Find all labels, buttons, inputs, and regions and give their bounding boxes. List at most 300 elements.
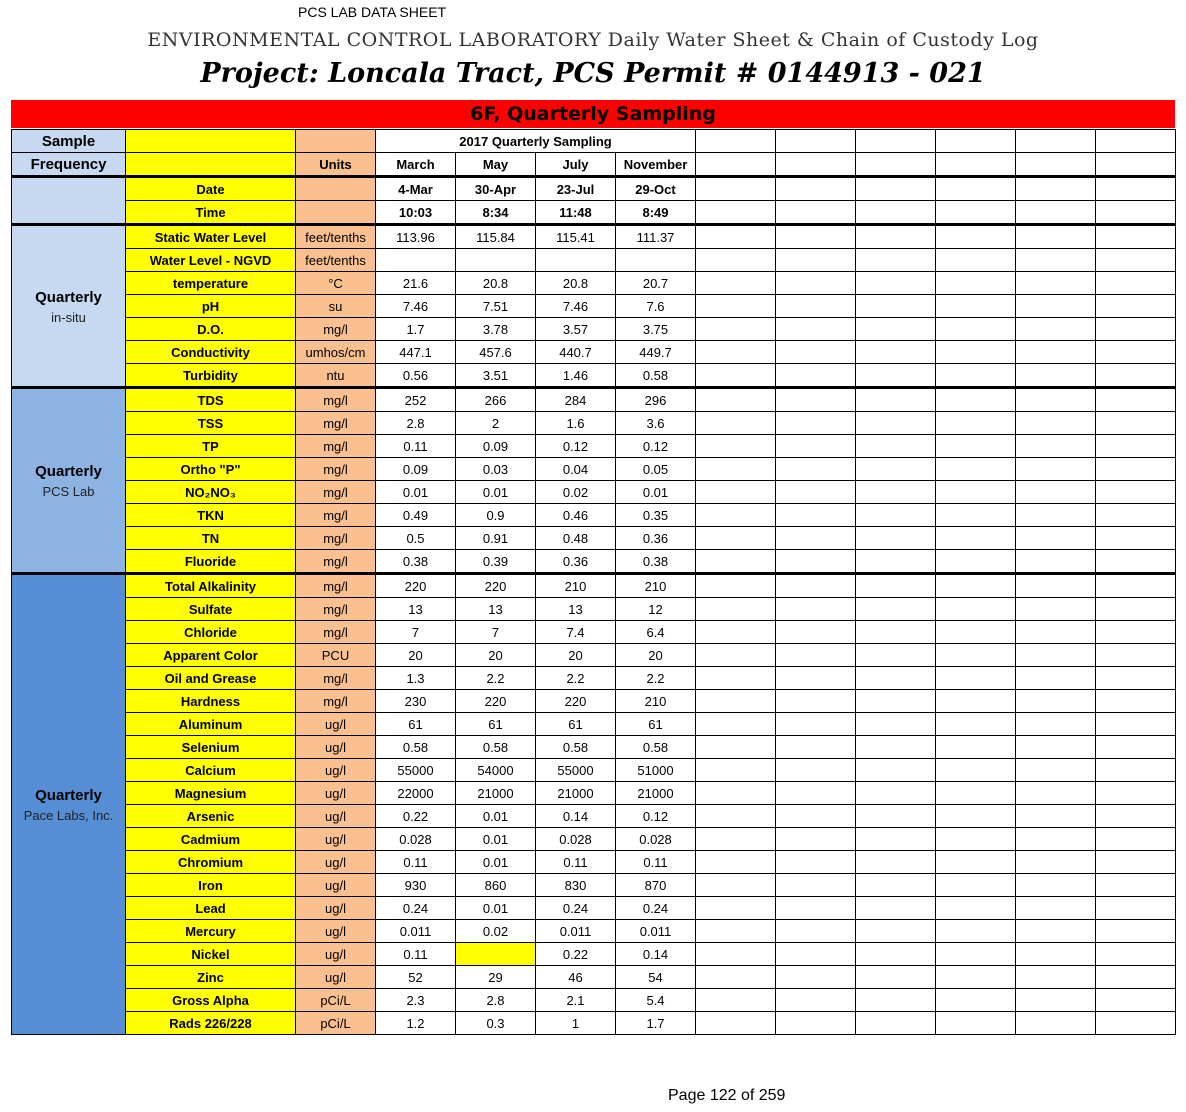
empty-cell <box>696 574 776 598</box>
value-cell: 0.01 <box>456 851 536 874</box>
empty-cell <box>1016 272 1096 295</box>
empty-cell <box>856 318 936 341</box>
time-cell: 8:34 <box>456 201 536 225</box>
value-cell: 0.09 <box>456 435 536 458</box>
empty-cell <box>856 550 936 574</box>
unit-cell <box>296 177 376 201</box>
empty-cell <box>776 667 856 690</box>
empty-cell <box>856 527 936 550</box>
value-cell: 0.58 <box>536 736 616 759</box>
unit-cell: mg/l <box>296 574 376 598</box>
data-row <box>12 574 1176 598</box>
empty-cell <box>776 249 856 272</box>
unit-cell: mg/l <box>296 458 376 481</box>
value-cell: 3.78 <box>456 318 536 341</box>
value-cell: 0.011 <box>376 920 456 943</box>
parameter-name: Rads 226/228 <box>126 1012 296 1035</box>
value-cell: 2 <box>456 412 536 435</box>
value-cell: 3.75 <box>616 318 696 341</box>
parameter-name: Hardness <box>126 690 296 713</box>
lab-title: ENVIRONMENTAL CONTROL LABORATORY Daily Water Sheet & Chain of Custody Log <box>147 29 1039 51</box>
data-row <box>12 805 1176 828</box>
empty-cell <box>1016 412 1096 435</box>
value-cell: 0.011 <box>536 920 616 943</box>
empty-cell <box>856 130 936 153</box>
empty-cell <box>936 644 1016 667</box>
empty-cell <box>776 458 856 481</box>
unit-cell: mg/l <box>296 690 376 713</box>
parameter-name: Calcium <box>126 759 296 782</box>
unit-cell: feet/tenths <box>296 249 376 272</box>
value-cell: 21000 <box>536 782 616 805</box>
empty-cell <box>776 574 856 598</box>
value-cell: 440.7 <box>536 341 616 364</box>
empty-cell <box>936 943 1016 966</box>
empty-cell <box>936 412 1016 435</box>
empty-cell <box>936 364 1016 388</box>
empty-cell <box>1016 574 1096 598</box>
empty-cell <box>856 1012 936 1035</box>
parameter-name: pH <box>126 295 296 318</box>
month-header: March <box>376 153 456 177</box>
empty-cell <box>696 690 776 713</box>
empty-cell <box>696 966 776 989</box>
empty-cell <box>1096 153 1176 177</box>
value-cell: 7.6 <box>616 295 696 318</box>
unit-cell: ug/l <box>296 759 376 782</box>
value-cell <box>456 249 536 272</box>
value-cell: 0.05 <box>616 458 696 481</box>
value-cell: 3.6 <box>616 412 696 435</box>
source-label: Pace Labs, Inc. <box>23 808 114 823</box>
value-cell: 0.14 <box>616 943 696 966</box>
data-row <box>12 644 1176 667</box>
data-row <box>12 225 1176 249</box>
empty-cell <box>696 318 776 341</box>
empty-cell <box>1096 828 1176 851</box>
empty-cell <box>1096 388 1176 412</box>
empty-cell <box>856 690 936 713</box>
data-row <box>12 481 1176 504</box>
unit-cell: mg/l <box>296 481 376 504</box>
empty-cell <box>696 481 776 504</box>
date-label: Date <box>126 177 296 201</box>
empty-cell <box>1016 920 1096 943</box>
empty-cell <box>1096 201 1176 225</box>
unit-cell: feet/tenths <box>296 225 376 249</box>
empty-cell <box>696 782 776 805</box>
data-row <box>12 874 1176 897</box>
value-cell: 0.01 <box>616 481 696 504</box>
unit-cell: pCi/L <box>296 989 376 1012</box>
empty-cell <box>936 435 1016 458</box>
empty-cell <box>856 736 936 759</box>
empty-cell <box>856 153 936 177</box>
empty-cell <box>1096 177 1176 201</box>
empty-cell <box>776 713 856 736</box>
parameter-name: Nickel <box>126 943 296 966</box>
empty-cell <box>776 874 856 897</box>
value-cell: 46 <box>536 966 616 989</box>
value-cell: 0.49 <box>376 504 456 527</box>
value-cell: 113.96 <box>376 225 456 249</box>
empty-cell <box>696 644 776 667</box>
empty-cell <box>1016 550 1096 574</box>
freq-cell <box>12 574 126 1035</box>
value-cell: 0.11 <box>616 851 696 874</box>
empty-cell <box>1016 713 1096 736</box>
value-cell: 22000 <box>376 782 456 805</box>
empty-cell <box>1016 966 1096 989</box>
value-cell: 266 <box>456 388 536 412</box>
freq-cell <box>12 177 126 225</box>
freq-cell <box>12 388 126 574</box>
empty-cell <box>1096 574 1176 598</box>
header-row <box>12 130 1176 153</box>
empty-cell <box>1016 851 1096 874</box>
unit-cell: mg/l <box>296 435 376 458</box>
data-row <box>12 341 1176 364</box>
empty-cell <box>696 897 776 920</box>
empty-cell <box>1016 318 1096 341</box>
empty-cell <box>776 153 856 177</box>
empty-cell <box>1096 364 1176 388</box>
date-cell: 23-Jul <box>536 177 616 201</box>
unit-cell: ug/l <box>296 874 376 897</box>
parameter-name: TKN <box>126 504 296 527</box>
empty-cell <box>936 966 1016 989</box>
empty-cell <box>856 782 936 805</box>
value-cell: 210 <box>616 574 696 598</box>
empty-cell <box>1096 272 1176 295</box>
empty-cell <box>776 364 856 388</box>
value-cell: 7 <box>376 621 456 644</box>
empty-cell <box>856 989 936 1012</box>
parameter-name: TN <box>126 527 296 550</box>
unit-cell: ug/l <box>296 713 376 736</box>
value-cell: 830 <box>536 874 616 897</box>
value-cell: 13 <box>376 598 456 621</box>
empty-cell <box>776 828 856 851</box>
empty-cell <box>696 341 776 364</box>
parameter-name: TDS <box>126 388 296 412</box>
value-cell: 0.38 <box>376 550 456 574</box>
empty-cell <box>1016 828 1096 851</box>
value-cell: 0.028 <box>616 828 696 851</box>
value-cell: 0.11 <box>536 851 616 874</box>
empty-cell <box>776 550 856 574</box>
source-label: PCS Lab <box>42 484 95 499</box>
unit-cell: ug/l <box>296 920 376 943</box>
value-cell: 0.58 <box>616 736 696 759</box>
time-cell: 10:03 <box>376 201 456 225</box>
empty-cell <box>1096 943 1176 966</box>
value-cell: 284 <box>536 388 616 412</box>
empty-cell <box>856 225 936 249</box>
parameter-name: Sulfate <box>126 598 296 621</box>
empty-cell <box>1016 458 1096 481</box>
value-cell: 1 <box>536 1012 616 1035</box>
param-header-cell <box>126 130 296 153</box>
empty-cell <box>936 874 1016 897</box>
value-cell <box>456 943 536 966</box>
parameter-name: Iron <box>126 874 296 897</box>
freq-header-cell <box>12 130 126 153</box>
empty-cell <box>936 318 1016 341</box>
value-cell: 0.38 <box>616 550 696 574</box>
empty-cell <box>1096 504 1176 527</box>
value-cell: 0.35 <box>616 504 696 527</box>
empty-cell <box>936 130 1016 153</box>
value-cell: 230 <box>376 690 456 713</box>
empty-cell <box>776 412 856 435</box>
empty-cell <box>856 177 936 201</box>
value-cell: 1.2 <box>376 1012 456 1035</box>
empty-cell <box>1096 318 1176 341</box>
empty-cell <box>856 874 936 897</box>
date-cell: 4-Mar <box>376 177 456 201</box>
empty-cell <box>1096 759 1176 782</box>
value-cell: 20.8 <box>456 272 536 295</box>
unit-cell: ntu <box>296 364 376 388</box>
value-cell: 2.2 <box>536 667 616 690</box>
parameter-name: Conductivity <box>126 341 296 364</box>
empty-cell <box>936 1012 1016 1035</box>
empty-cell <box>1016 388 1096 412</box>
empty-cell <box>936 621 1016 644</box>
empty-cell <box>776 130 856 153</box>
value-cell <box>536 249 616 272</box>
empty-cell <box>1016 874 1096 897</box>
value-cell: 0.91 <box>456 527 536 550</box>
value-cell: 6.4 <box>616 621 696 644</box>
empty-cell <box>776 644 856 667</box>
empty-cell <box>856 920 936 943</box>
unit-cell: pCi/L <box>296 1012 376 1035</box>
empty-cell <box>936 782 1016 805</box>
value-cell: 930 <box>376 874 456 897</box>
empty-cell <box>936 805 1016 828</box>
value-cell: 0.56 <box>376 364 456 388</box>
value-cell: 0.36 <box>536 550 616 574</box>
empty-cell <box>856 966 936 989</box>
value-cell: 220 <box>456 690 536 713</box>
value-cell: 3.57 <box>536 318 616 341</box>
data-row <box>12 295 1176 318</box>
empty-cell <box>1016 201 1096 225</box>
empty-cell <box>856 435 936 458</box>
empty-cell <box>696 621 776 644</box>
empty-cell <box>1096 341 1176 364</box>
empty-cell <box>1016 667 1096 690</box>
value-cell: 0.09 <box>376 458 456 481</box>
empty-cell <box>856 644 936 667</box>
empty-cell <box>1016 805 1096 828</box>
parameter-name: Cadmium <box>126 828 296 851</box>
date-row <box>12 177 1176 201</box>
value-cell: 55000 <box>376 759 456 782</box>
value-cell: 2.8 <box>456 989 536 1012</box>
value-cell: 2.2 <box>456 667 536 690</box>
unit-cell: ug/l <box>296 966 376 989</box>
value-cell: 2.3 <box>376 989 456 1012</box>
value-cell: 0.58 <box>376 736 456 759</box>
empty-cell <box>1016 1012 1096 1035</box>
empty-cell <box>1096 644 1176 667</box>
empty-cell <box>1096 458 1176 481</box>
month-header: November <box>616 153 696 177</box>
value-cell: 0.11 <box>376 435 456 458</box>
unit-cell: ug/l <box>296 851 376 874</box>
empty-cell <box>776 177 856 201</box>
value-cell: 1.7 <box>376 318 456 341</box>
data-row <box>12 1012 1176 1035</box>
empty-cell <box>776 851 856 874</box>
freq-header-line1: Sample <box>41 132 96 150</box>
empty-cell <box>856 504 936 527</box>
empty-cell <box>696 943 776 966</box>
empty-cell <box>776 782 856 805</box>
value-cell: 52 <box>376 966 456 989</box>
value-cell: 0.39 <box>456 550 536 574</box>
empty-cell <box>1016 690 1096 713</box>
parameter-name: Chromium <box>126 851 296 874</box>
empty-cell <box>696 153 776 177</box>
empty-cell <box>936 341 1016 364</box>
parameter-name: Zinc <box>126 966 296 989</box>
empty-cell <box>696 201 776 225</box>
value-cell: 3.51 <box>456 364 536 388</box>
empty-cell <box>1096 989 1176 1012</box>
parameter-name: Apparent Color <box>126 644 296 667</box>
data-row <box>12 504 1176 527</box>
empty-cell <box>936 225 1016 249</box>
value-cell: 210 <box>536 574 616 598</box>
empty-cell <box>776 295 856 318</box>
value-cell: 252 <box>376 388 456 412</box>
value-cell: 7.51 <box>456 295 536 318</box>
value-cell: 7.4 <box>536 621 616 644</box>
empty-cell <box>776 920 856 943</box>
empty-cell <box>1016 759 1096 782</box>
empty-cell <box>1096 295 1176 318</box>
data-row <box>12 435 1176 458</box>
value-cell: 20.8 <box>536 272 616 295</box>
value-cell: 111.37 <box>616 225 696 249</box>
parameter-name: Mercury <box>126 920 296 943</box>
empty-cell <box>776 989 856 1012</box>
unit-cell: mg/l <box>296 388 376 412</box>
value-cell: 0.12 <box>616 435 696 458</box>
value-cell: 210 <box>616 690 696 713</box>
empty-cell <box>856 364 936 388</box>
empty-cell <box>1016 177 1096 201</box>
empty-cell <box>776 225 856 249</box>
value-cell: 0.24 <box>616 897 696 920</box>
empty-cell <box>1096 782 1176 805</box>
empty-cell <box>936 736 1016 759</box>
value-cell: 0.22 <box>536 943 616 966</box>
empty-cell <box>776 527 856 550</box>
empty-cell <box>936 828 1016 851</box>
value-cell: 0.11 <box>376 851 456 874</box>
empty-cell <box>696 550 776 574</box>
value-cell: 115.84 <box>456 225 536 249</box>
section-banner: 6F, Quarterly Sampling <box>11 100 1175 128</box>
empty-cell <box>776 435 856 458</box>
empty-cell <box>856 943 936 966</box>
empty-cell <box>776 966 856 989</box>
unit-cell: ug/l <box>296 805 376 828</box>
empty-cell <box>776 759 856 782</box>
empty-cell <box>776 201 856 225</box>
empty-cell <box>1016 481 1096 504</box>
data-row <box>12 759 1176 782</box>
value-cell: 7 <box>456 621 536 644</box>
empty-cell <box>1096 874 1176 897</box>
parameter-name: Fluoride <box>126 550 296 574</box>
unit-cell: ug/l <box>296 782 376 805</box>
data-row <box>12 736 1176 759</box>
empty-cell <box>1016 341 1096 364</box>
parameter-name: Arsenic <box>126 805 296 828</box>
unit-cell: ug/l <box>296 736 376 759</box>
value-cell: 13 <box>456 598 536 621</box>
data-row <box>12 943 1176 966</box>
data-row <box>12 458 1176 481</box>
empty-cell <box>1016 989 1096 1012</box>
unit-cell: ug/l <box>296 943 376 966</box>
value-cell: 61 <box>536 713 616 736</box>
parameter-name: Water Level - NGVD <box>126 249 296 272</box>
empty-cell <box>856 897 936 920</box>
freq-header-line2: Frequency <box>30 155 107 173</box>
unit-cell: umhos/cm <box>296 341 376 364</box>
value-cell: 220 <box>456 574 536 598</box>
value-cell: 0.5 <box>376 527 456 550</box>
parameter-name: Static Water Level <box>126 225 296 249</box>
value-cell: 2.2 <box>616 667 696 690</box>
data-row <box>12 550 1176 574</box>
value-cell: 0.58 <box>616 364 696 388</box>
empty-cell <box>1016 598 1096 621</box>
value-cell: 220 <box>376 574 456 598</box>
value-cell: 5.4 <box>616 989 696 1012</box>
empty-cell <box>936 481 1016 504</box>
empty-cell <box>1016 504 1096 527</box>
value-cell <box>376 249 456 272</box>
empty-cell <box>696 249 776 272</box>
frequency-label: Quarterly <box>35 288 102 306</box>
data-row <box>12 989 1176 1012</box>
frequency-label: Quarterly <box>35 463 102 480</box>
unit-cell: mg/l <box>296 412 376 435</box>
value-cell: 12 <box>616 598 696 621</box>
time-cell: 11:48 <box>536 201 616 225</box>
empty-cell <box>936 504 1016 527</box>
unit-cell: mg/l <box>296 527 376 550</box>
value-cell: 61 <box>616 713 696 736</box>
empty-cell <box>696 177 776 201</box>
data-row <box>12 388 1176 412</box>
empty-cell <box>1016 225 1096 249</box>
water-quality-table <box>11 129 1176 1035</box>
unit-cell: mg/l <box>296 504 376 527</box>
unit-cell: mg/l <box>296 621 376 644</box>
empty-cell <box>1096 736 1176 759</box>
unit-cell: PCU <box>296 644 376 667</box>
value-cell: 0.04 <box>536 458 616 481</box>
